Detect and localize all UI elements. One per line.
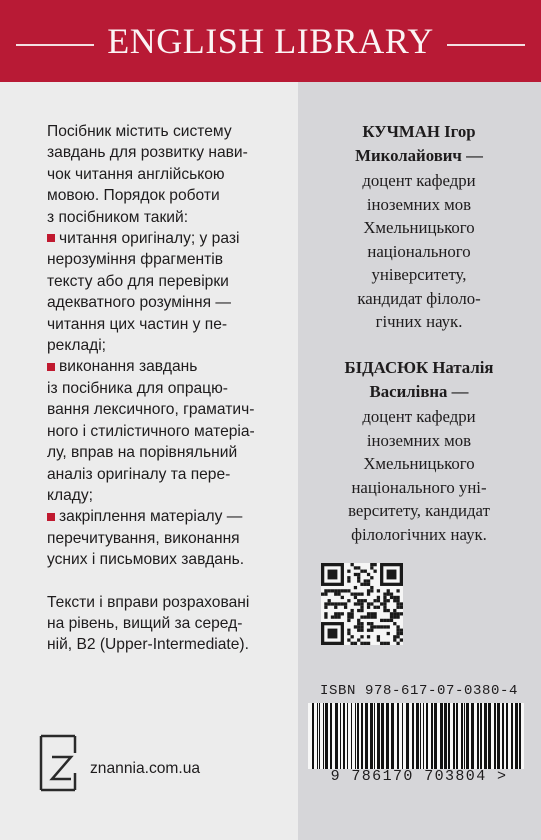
isbn-number: ISBN 978-617-07-0380-4	[319, 683, 519, 699]
author-bidasiuk	[300, 356, 538, 546]
item-line: усних і письмових завдань.	[47, 551, 245, 569]
bio-line: доцент кафедри	[362, 171, 476, 190]
author-bio	[300, 405, 538, 546]
note-line: ній, B2 (Upper-Intermediate).	[47, 636, 249, 654]
item-line: закріплення матеріалу —	[59, 508, 243, 526]
item-line: ного і стилістичного матеріа-	[47, 422, 255, 440]
item-line: виконання завдань	[59, 358, 198, 376]
book-description	[47, 121, 295, 656]
barcode-digits: 9 786170 703804 >	[330, 768, 508, 785]
barcode-icon	[308, 703, 524, 769]
bio-line: національного	[367, 241, 471, 261]
name-line: БІДАСЮК Наталія	[344, 358, 494, 377]
bio-line: доцент кафедри	[362, 407, 476, 426]
item-line: кладу;	[47, 486, 93, 504]
bio-line: філологічних наук.	[351, 524, 487, 544]
note-line: на рівень, вищий за серед-	[47, 614, 243, 632]
item-line: перечитування, виконання	[47, 529, 240, 547]
list-item	[47, 228, 295, 356]
item-line: із посібника для опрацю-	[47, 379, 229, 397]
bio-line: кандидат філоло-	[357, 288, 481, 308]
author-bio	[300, 169, 538, 334]
bio-line: Хмельницького	[363, 218, 475, 237]
name-line: Миколайович —	[355, 145, 483, 165]
square-bullet-icon	[47, 234, 55, 242]
series-title: ENGLISH LIBRARY	[107, 21, 434, 61]
item-line: аналіз оригіналу та пере-	[47, 465, 231, 483]
item-line: рекладі;	[47, 337, 107, 355]
item-line: адекватного розуміння —	[47, 294, 232, 312]
header-band	[0, 0, 541, 82]
list-item	[47, 356, 295, 506]
bio-line: іноземних мов	[366, 194, 472, 214]
list-item	[47, 506, 295, 570]
header-rule-left	[16, 44, 94, 46]
item-line: вання лексичного, граматич-	[47, 401, 255, 419]
square-bullet-icon	[47, 513, 55, 521]
name-line: КУЧМАН Ігор	[362, 122, 476, 141]
name-line: Василівна —	[369, 381, 469, 401]
author-name	[300, 120, 538, 167]
level-note	[47, 592, 295, 656]
item-line: читання оригіналу; у разі	[59, 230, 240, 248]
item-line: нерозуміння фрагментів	[47, 251, 223, 269]
square-bullet-icon	[47, 363, 55, 371]
item-line: читання цих частин у пе-	[47, 315, 228, 333]
znannia-logo-icon	[38, 733, 78, 793]
intro-line: з посібником такий:	[47, 208, 189, 226]
bio-line: верситету, кандидат	[348, 501, 490, 520]
bio-line: університету,	[371, 265, 467, 284]
intro-line: завдань для розвитку нави-	[47, 144, 248, 162]
note-line: Тексти і вправи розраховані	[47, 593, 250, 611]
intro-line: чок читання англійською	[47, 165, 225, 183]
description-intro	[47, 121, 295, 228]
item-line: лу, вправ на порівняльний	[47, 444, 238, 462]
bio-line: національного уні-	[351, 477, 487, 497]
author-name	[300, 356, 538, 403]
intro-line: мовою. Порядок роботи	[47, 187, 220, 205]
intro-line: Посібник містить систему	[47, 123, 232, 140]
bio-line: Хмельницького	[363, 454, 475, 473]
author-kuchman	[300, 120, 538, 334]
qr-code-icon	[321, 563, 403, 645]
header-rule-right	[447, 44, 525, 46]
bio-line: іноземних мов	[366, 430, 472, 450]
publisher-site: znannia.com.ua	[90, 760, 201, 777]
bio-line: гічних наук.	[375, 312, 463, 331]
item-line: тексту або для перевірки	[47, 272, 229, 290]
